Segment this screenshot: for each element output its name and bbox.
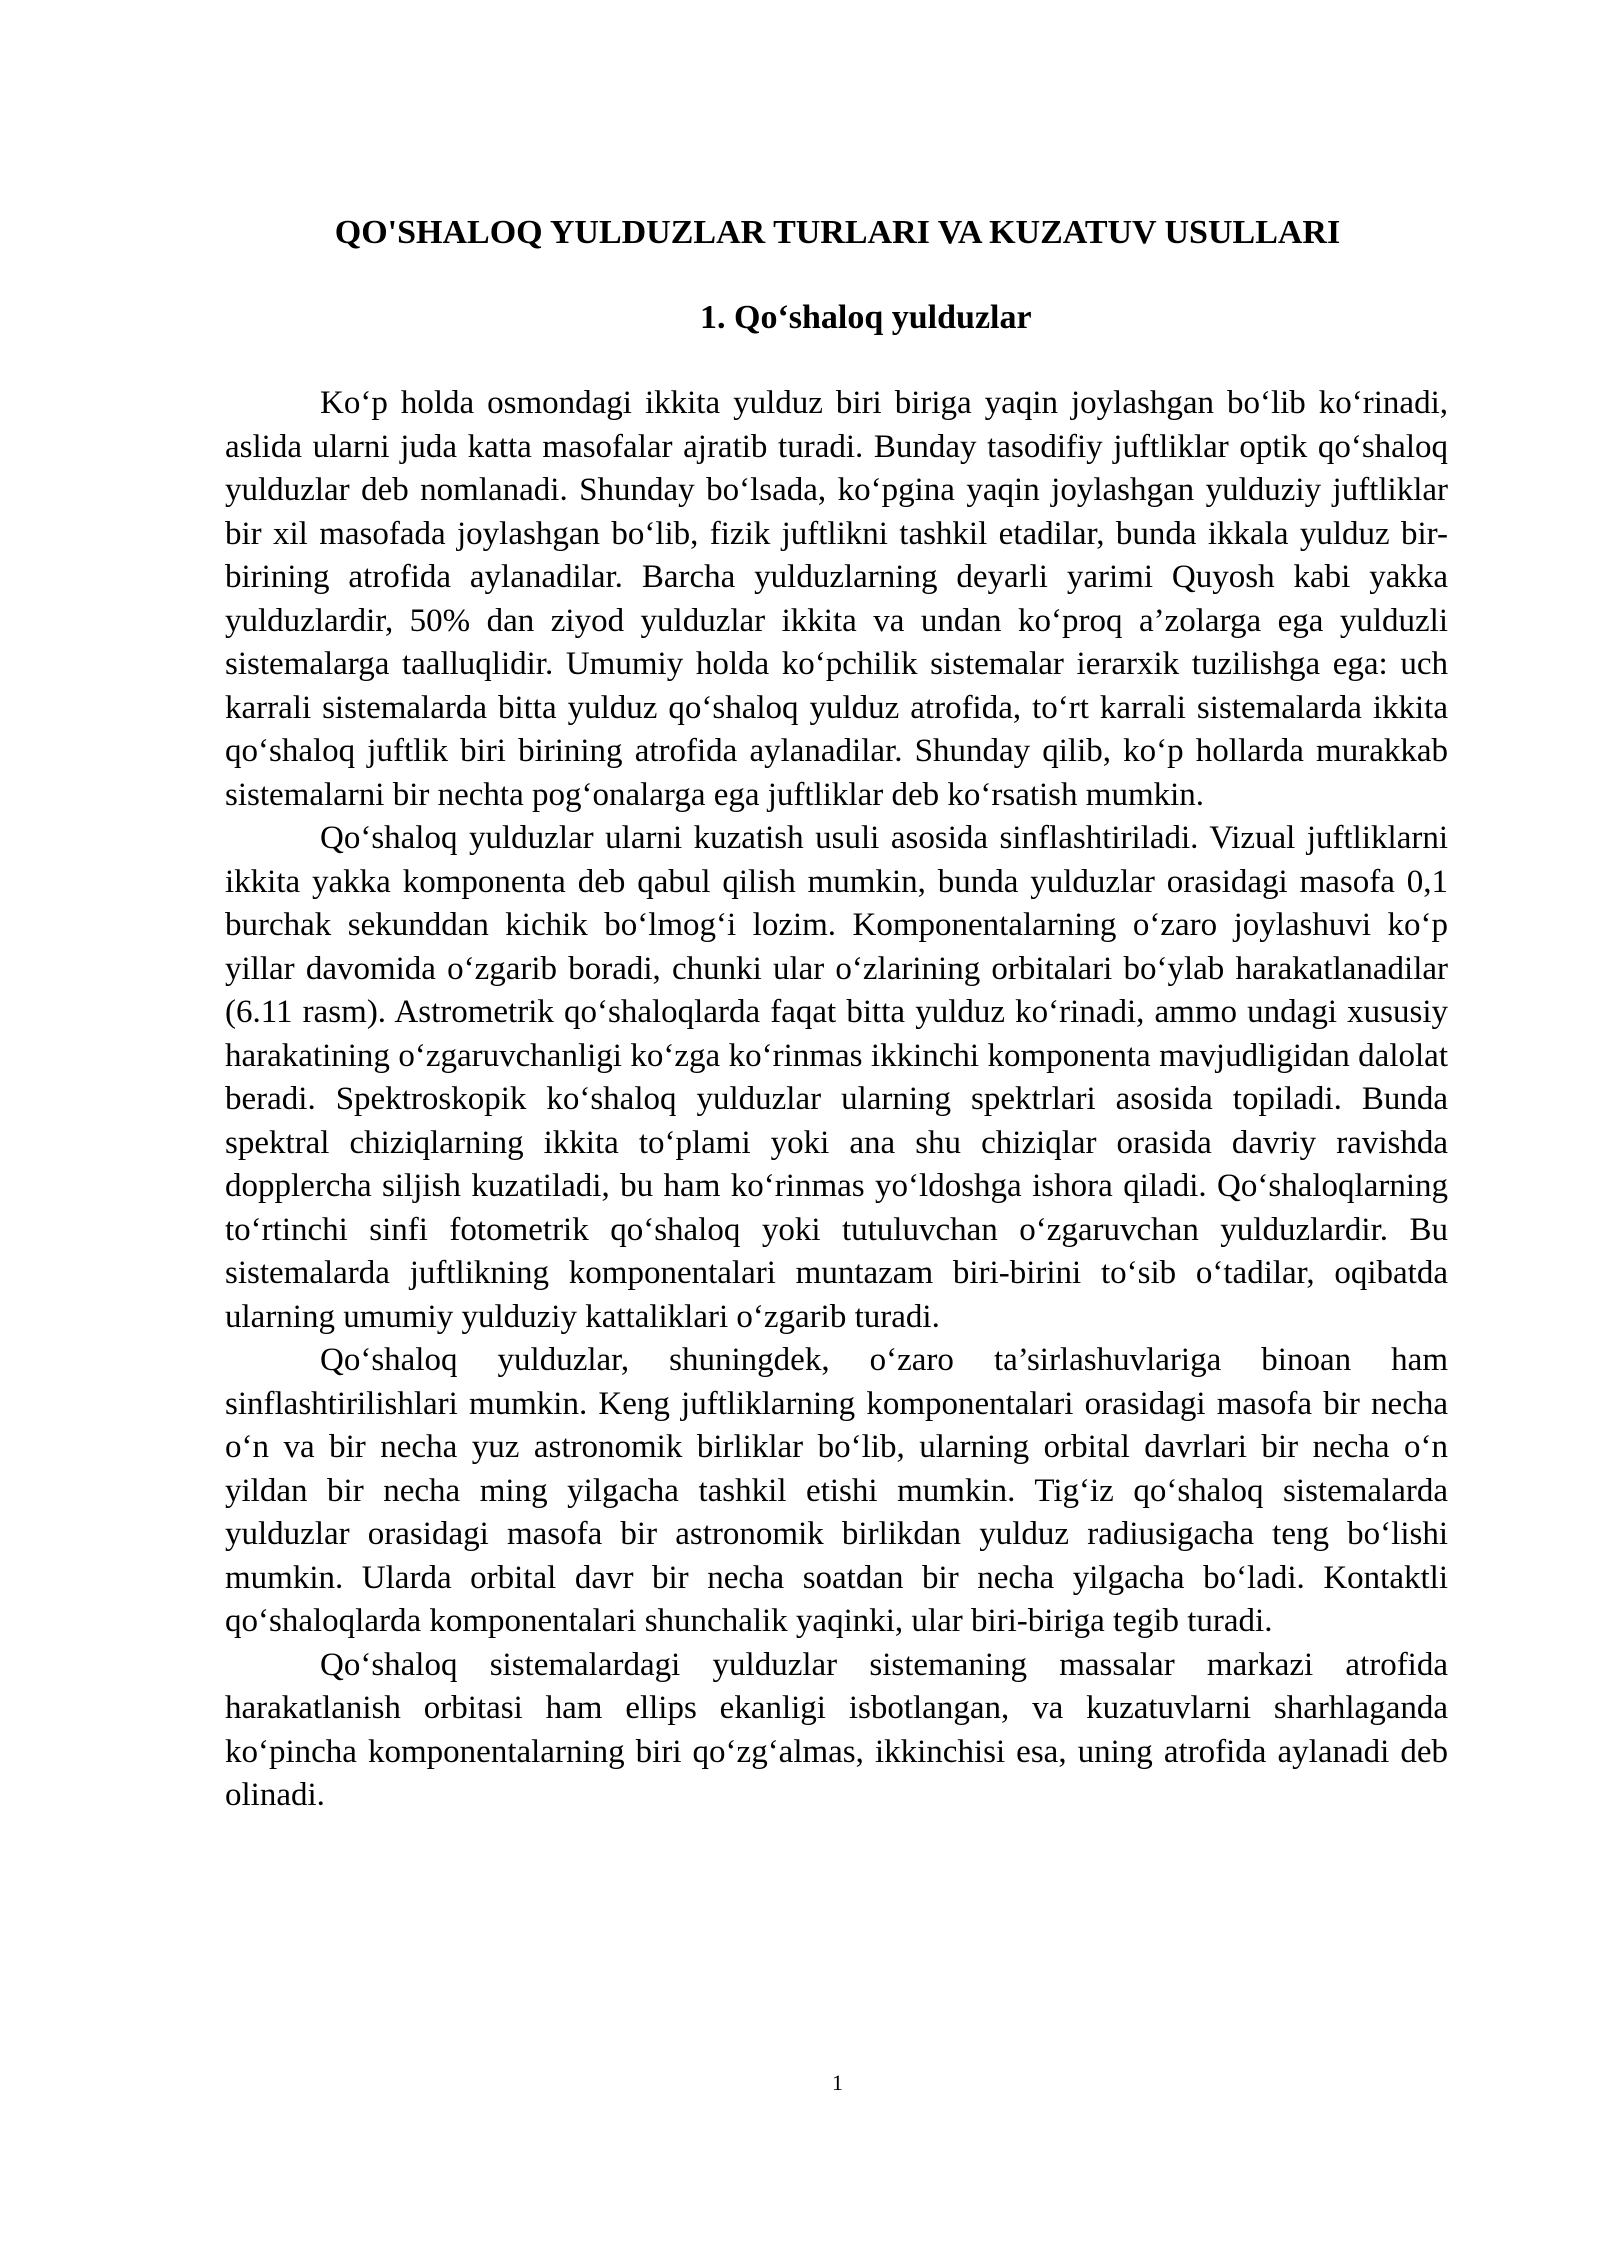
page-number: 1 [832, 2070, 843, 2095]
body-text [225, 382, 1448, 1818]
document-title: QO'SHALOQ YULDUZLAR TURLARI VA KUZATUV USULLARI [334, 214, 1341, 251]
paragraph-2: Qo‘shaloq yulduzlar ularni kuzatish usuli asosida sinflashtiriladi. Vizual juftliklarni ikkita yakka komponenta deb qabul qilish mumkin, bunda yulduzlar orasidagi masofa 0,1 burchak sekunddan kichik bo‘lmog‘i lozim. Komponentalarning o‘zaro joylashuvi ko‘p yillar davomida o‘zgarib boradi, chunki ular o‘zlarining orbitalari bo‘ylab harakatlanadilar (6.11 rasm). Astrometrik qo‘shaloqlarda faqat bitta yulduz ko‘rinadi, ammo undagi xususiy harakatining o‘zgaruvchanligi ko‘zga ko‘rinmas ikkinchi komponenta mavjudligidan dalolat beradi. Spektroskopik ko‘shaloq yulduzlar ularning spektrlari asosida topiladi. Bunda spektral chiziqlarning ikkita to‘plami yoki ana shu chiziqlar orasida davriy ravishda dopplercha siljish kuzatiladi, bu ham ko‘rinmas yo‘ldoshga ishora qiladi. Qo‘shaloqlarning to‘rtinchi sinfi fotometrik qo‘shaloq yoki tutuluvchan o‘zgaruvchan yulduzlardir. Bu sistemalarda juftlikning komponentalari muntazam biri-birini to‘sib o‘tadilar, oqibatda ularning umumiy yulduziy kattaliklari o‘zgarib turadi. [225, 820, 1448, 1335]
section-heading: 1. Qo‘shaloq yulduzlar [700, 299, 1032, 336]
paragraph-3: Qo‘shaloq yulduzlar, shuningdek, o‘zaro ta’sirlashuvlariga binoan ham sinflashtirilishlari mumkin. Keng juftliklarning komponentalari orasidagi masofa bir necha o‘n va bir necha yuz astronomik birliklar bo‘lib, ularning orbital davrlari bir necha o‘n yildan bir necha ming yilgacha tashkil etishi mumkin. Tig‘iz qo‘shaloq sistemalarda yulduzlar orasidagi masofa bir astronomik birlikdan yulduz radiusigacha teng bo‘lishi mumkin. Ularda orbital davr bir necha soatdan bir necha yilgacha bo‘ladi. Kontaktli qo‘shaloqlarda komponentalari shunchalik yaqinki, ular biri-biriga tegib turadi. [225, 1342, 1448, 1639]
paragraph-1: Ko‘p holda osmondagi ikkita yulduz biri biriga yaqin joylashgan bo‘lib ko‘rinadi, aslida ularni juda katta masofalar ajratib turadi. Bunday tasodifiy juftliklar optik qo‘shaloq yulduzlar deb nomlanadi. Shunday bo‘lsada, ko‘pgina yaqin joylashgan yulduziy juftliklar bir xil masofada joylashgan bo‘lib, fizik juftlikni tashkil etadilar, bunda ikkala yulduz bir-birining atrofida aylanadilar. Barcha yulduzlarning deyarli yarimi Quyosh kabi yakka yulduzlardir, 50% dan ziyod yulduzlar ikkita va undan ko‘proq a’zolarga ega yulduzli sistemalarga taalluqlidir. Umumiy holda ko‘pchilik sistemalar ierarxik tuzilishga ega: uch karrali sistemalarda bitta yulduz qo‘shaloq yulduz atrofida, to‘rt karrali sistemalarda ikkita qo‘shaloq juftlik biri birining atrofida aylanadilar. Shunday qilib, ko‘p hollarda murakkab sistemalarni bir nechta pog‘onalarga ega juftliklar deb ko‘rsatish mumkin. [225, 385, 1448, 813]
paragraph-4: Qo‘shaloq sistemalardagi yulduzlar sistemaning massalar markazi atrofida harakatlanish orbitasi ham ellips ekanligi isbotlangan, va kuzatuvlarni sharhlaganda ko‘pincha komponentalarning biri qo‘zg‘almas, ikkinchisi esa, uning atrofida aylanadi deb olinadi. [225, 1646, 1448, 1813]
